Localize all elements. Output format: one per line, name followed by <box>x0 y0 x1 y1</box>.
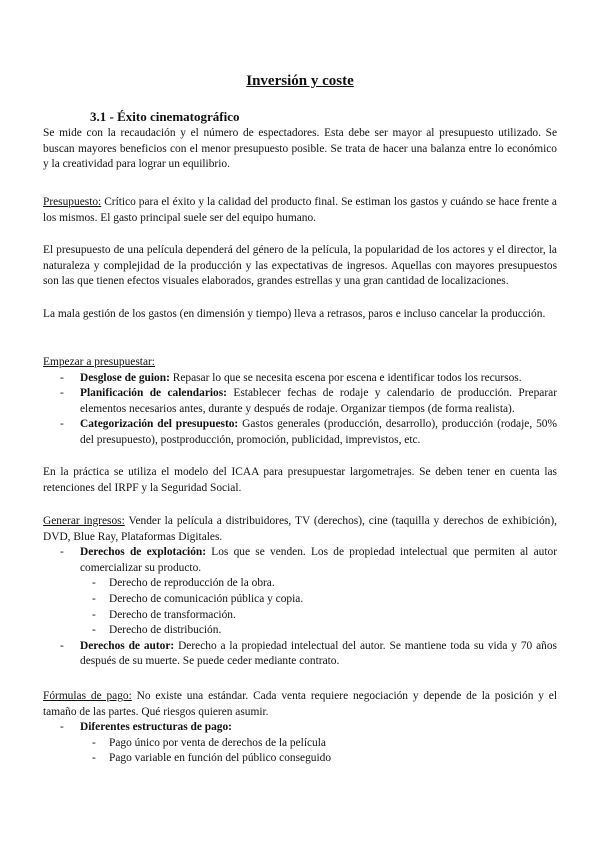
bullet-dash: - <box>92 624 96 637</box>
presupuesto-paragraph <box>43 195 557 226</box>
bullet-dash: - <box>92 592 96 605</box>
item-term: Derechos de autor: <box>80 639 175 652</box>
bullet-dash: - <box>60 546 64 559</box>
bullet-dash: - <box>92 736 96 749</box>
empezar-section <box>43 355 557 449</box>
intro-paragraph: Se mide con la recaudación y el número de espectadores. Esta debe ser mayor al presupuesto utilizado. Se buscan mayores beneficios con el menor presupuesto posible. Se trata de hacer una balanza entre lo económico y la creatividad para lograr un equilibrio. <box>43 127 557 171</box>
section-heading: 3.1 - Éxito cinematográfico <box>90 109 240 124</box>
formulas-label: Fórmulas de pago: <box>43 690 132 702</box>
empezar-label: Empezar a presupuestar: <box>43 356 155 368</box>
empezar-list <box>43 371 557 449</box>
sublist-item: - Derecho de transformación. <box>109 608 557 624</box>
bullet-dash: - <box>60 418 64 431</box>
item-term: Planificación de calendarios: <box>80 387 227 400</box>
sublist-item: - Derecho de distribución. <box>109 623 557 639</box>
page-title: Inversión y coste <box>246 73 354 89</box>
presupuesto-label: Presupuesto: <box>43 196 102 208</box>
list-item <box>60 386 558 417</box>
pago-sublist <box>80 736 557 767</box>
explotacion-sublist <box>80 576 557 638</box>
list-item <box>60 639 557 670</box>
formulas-paragraph <box>43 689 557 720</box>
formulas-text: No existe una estándar. Cada venta requiere negociación y depende de la posición y el tamaño de las partes. Qué riesgos quieren asumir. <box>43 690 558 718</box>
ingresos-label: Generar ingresos: <box>43 515 125 527</box>
item-term: Categorización del presupuesto: <box>80 418 239 431</box>
item-text: Gastos generales (producción, desarrollo), producción (rodaje, 50% del presupuesto), postproducción, promoción, publicidad, imprevistos, etc. <box>80 418 557 446</box>
bullet-dash: - <box>92 608 96 621</box>
ingresos-paragraph <box>43 514 557 545</box>
sublist-item: - Derecho de reproducción de la obra. <box>109 576 557 592</box>
list-item <box>60 417 557 448</box>
formulas-list <box>43 720 557 767</box>
sublist-item: - Pago único por venta de derechos de la película <box>109 736 557 752</box>
item-text: Establecer fechas de rodaje y calendario de producción. Preparar elementos necesarios antes, durante y después de rodaje. Organizar tiempos (de forma realista). <box>80 387 558 415</box>
sublist-item: - Pago variable en función del público conseguido <box>109 751 557 767</box>
ingresos-text: Vender la película a distribuidores, TV (derechos), cine (taquilla y derechos de exhibición), DVD, Blue Ray, Plataformas Digitales. <box>43 515 558 543</box>
list-item <box>60 545 557 639</box>
item-term: Diferentes estructuras de pago: <box>80 721 232 734</box>
formulas-section <box>43 689 557 767</box>
ingresos-section <box>43 514 557 670</box>
bullet-dash: - <box>92 752 96 765</box>
item-text: Derecho a la propiedad intelectual del autor. Se mantiene toda su vida y 70 años después de su muerte. Se puede ceder mediante contrato. <box>80 639 557 668</box>
sublist-item: - Derecho de comunicación pública y copia. <box>109 592 557 608</box>
bullet-dash: - <box>60 371 64 384</box>
gestion-paragraph: La mala gestión de los gastos (en dimensión y tiempo) lleva a retrasos, paros e incluso cancelar la producción. <box>43 308 546 320</box>
icaa-paragraph: En la práctica se utiliza el modelo del ICAA para presupuestar largometrajes. Se deben tener en cuenta las retenciones del IRPF y la Seguridad Social. <box>43 466 557 494</box>
bullet-dash: - <box>60 639 64 652</box>
bullet-dash: - <box>60 721 64 734</box>
bullet-dash: - <box>60 387 64 400</box>
list-item <box>60 720 557 767</box>
presupuesto-text: Crítico para el éxito y la calidad del producto final. Se estiman los gastos y cuándo se hace frente a los mismos. El gasto principal suele ser del equipo humano. <box>43 196 557 224</box>
list-item <box>60 371 557 387</box>
item-term: Derechos de explotación: <box>80 546 207 559</box>
bullet-dash: - <box>92 577 96 590</box>
item-text: Los que se venden. Los de propiedad intelectual que permiten al autor comercializar su producto. <box>80 546 557 574</box>
ingresos-list <box>43 545 557 670</box>
item-term: Desglose de guion: <box>80 371 170 384</box>
item-text: Repasar lo que se necesita escena por escena e identificar todos los recursos. <box>169 371 522 384</box>
genero-paragraph: El presupuesto de una película dependerá del género de la película, la popularidad de los actores y el director, la naturaleza y complejidad de la producción y las expectativas de ingresos. Aquellas con mayores presupuestos son las que tienen efectos visuales elaborados, grandes estrellas y una gran cantidad de localizaciones. <box>43 244 557 288</box>
